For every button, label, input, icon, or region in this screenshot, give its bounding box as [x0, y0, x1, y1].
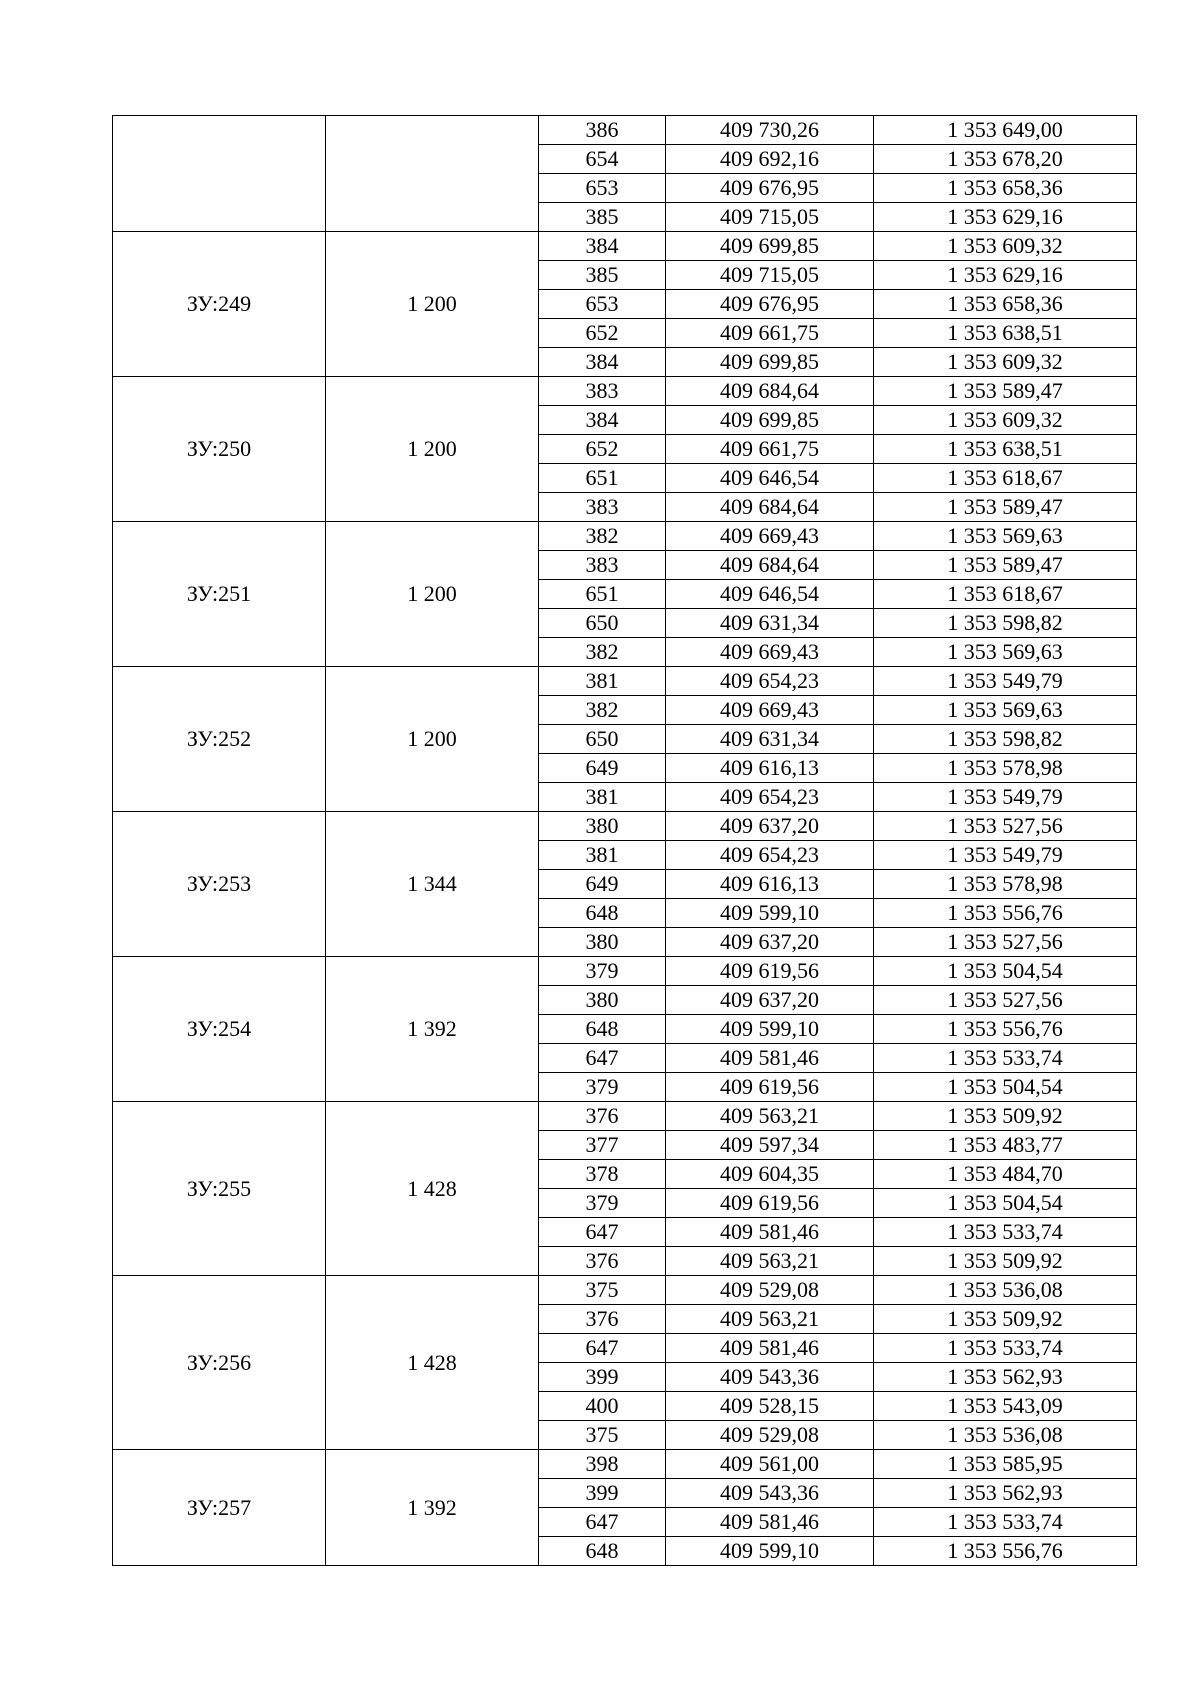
coordinate-y-cell: 1 353 609,32	[874, 232, 1137, 261]
coordinate-x-cell: 409 616,13	[666, 870, 874, 899]
coordinate-y-cell: 1 353 658,36	[874, 174, 1137, 203]
coordinate-y-cell: 1 353 556,76	[874, 1537, 1137, 1566]
coordinate-x-cell: 409 529,08	[666, 1421, 874, 1450]
coordinate-y-cell: 1 353 556,76	[874, 1015, 1137, 1044]
point-number-cell: 383	[539, 551, 666, 580]
coordinate-y-cell: 1 353 578,98	[874, 870, 1137, 899]
coordinate-y-cell: 1 353 527,56	[874, 928, 1137, 957]
coordinate-y-cell: 1 353 556,76	[874, 899, 1137, 928]
point-number-cell: 376	[539, 1305, 666, 1334]
coordinate-x-cell: 409 637,20	[666, 812, 874, 841]
point-number-cell: 379	[539, 1189, 666, 1218]
coordinate-y-cell: 1 353 536,08	[874, 1421, 1137, 1450]
coordinate-y-cell: 1 353 533,74	[874, 1508, 1137, 1537]
coordinate-y-cell: 1 353 569,63	[874, 696, 1137, 725]
coordinate-x-cell: 409 730,26	[666, 116, 874, 145]
point-number-cell: 648	[539, 899, 666, 928]
plot-id-cell: ЗУ:255	[113, 1102, 326, 1276]
point-number-cell: 381	[539, 783, 666, 812]
coordinate-x-cell: 409 561,00	[666, 1450, 874, 1479]
coordinate-x-cell: 409 581,46	[666, 1044, 874, 1073]
point-number-cell: 375	[539, 1421, 666, 1450]
point-number-cell: 379	[539, 957, 666, 986]
coordinate-x-cell: 409 699,85	[666, 406, 874, 435]
coordinate-y-cell: 1 353 483,77	[874, 1131, 1137, 1160]
point-number-cell: 384	[539, 232, 666, 261]
plot-area-cell: 1 200	[326, 667, 539, 812]
table-row	[113, 116, 1137, 145]
coordinates-table	[112, 115, 1137, 1566]
table-row	[113, 957, 1137, 986]
table-row	[113, 377, 1137, 406]
point-number-cell: 651	[539, 580, 666, 609]
coordinate-y-cell: 1 353 533,74	[874, 1218, 1137, 1247]
plot-id-cell: ЗУ:256	[113, 1276, 326, 1450]
coordinate-y-cell: 1 353 527,56	[874, 986, 1137, 1015]
plot-id-cell: ЗУ:254	[113, 957, 326, 1102]
coordinate-y-cell: 1 353 658,36	[874, 290, 1137, 319]
point-number-cell: 652	[539, 319, 666, 348]
table-row	[113, 812, 1137, 841]
coordinate-x-cell: 409 715,05	[666, 261, 874, 290]
coordinate-y-cell: 1 353 549,79	[874, 667, 1137, 696]
coordinate-y-cell: 1 353 598,82	[874, 609, 1137, 638]
coordinate-x-cell: 409 581,46	[666, 1508, 874, 1537]
point-number-cell: 379	[539, 1073, 666, 1102]
table-row	[113, 1102, 1137, 1131]
table-row	[113, 667, 1137, 696]
coordinate-x-cell: 409 528,15	[666, 1392, 874, 1421]
coordinate-x-cell: 409 563,21	[666, 1247, 874, 1276]
coordinate-y-cell: 1 353 536,08	[874, 1276, 1137, 1305]
coordinate-y-cell: 1 353 533,74	[874, 1044, 1137, 1073]
coordinate-y-cell: 1 353 562,93	[874, 1363, 1137, 1392]
point-number-cell: 399	[539, 1363, 666, 1392]
coordinate-y-cell: 1 353 589,47	[874, 551, 1137, 580]
coordinate-x-cell: 409 543,36	[666, 1479, 874, 1508]
coordinate-y-cell: 1 353 638,51	[874, 435, 1137, 464]
point-number-cell: 375	[539, 1276, 666, 1305]
coordinate-x-cell: 409 581,46	[666, 1218, 874, 1247]
point-number-cell: 382	[539, 696, 666, 725]
coordinate-y-cell: 1 353 509,92	[874, 1305, 1137, 1334]
point-number-cell: 384	[539, 348, 666, 377]
point-number-cell: 647	[539, 1218, 666, 1247]
coordinate-y-cell: 1 353 638,51	[874, 319, 1137, 348]
coordinate-y-cell: 1 353 609,32	[874, 406, 1137, 435]
plot-id-cell: ЗУ:250	[113, 377, 326, 522]
coordinate-x-cell: 409 619,56	[666, 1189, 874, 1218]
coordinate-x-cell: 409 669,43	[666, 522, 874, 551]
coordinate-x-cell: 409 599,10	[666, 1015, 874, 1044]
coordinate-y-cell: 1 353 629,16	[874, 261, 1137, 290]
coordinate-y-cell: 1 353 618,67	[874, 464, 1137, 493]
point-number-cell: 649	[539, 754, 666, 783]
point-number-cell: 650	[539, 609, 666, 638]
plot-area-cell: 1 428	[326, 1276, 539, 1450]
coordinate-y-cell: 1 353 589,47	[874, 377, 1137, 406]
coordinate-x-cell: 409 654,23	[666, 841, 874, 870]
plot-id-cell	[113, 116, 326, 232]
coordinate-x-cell: 409 631,34	[666, 725, 874, 754]
point-number-cell: 648	[539, 1537, 666, 1566]
coordinate-y-cell: 1 353 509,92	[874, 1247, 1137, 1276]
coordinate-y-cell: 1 353 484,70	[874, 1160, 1137, 1189]
plot-area-cell: 1 200	[326, 377, 539, 522]
coordinate-x-cell: 409 581,46	[666, 1334, 874, 1363]
point-number-cell: 385	[539, 261, 666, 290]
plot-area-cell: 1 392	[326, 1450, 539, 1566]
coordinate-x-cell: 409 684,64	[666, 551, 874, 580]
point-number-cell: 383	[539, 377, 666, 406]
coordinate-y-cell: 1 353 533,74	[874, 1334, 1137, 1363]
coordinate-x-cell: 409 604,35	[666, 1160, 874, 1189]
coordinate-y-cell: 1 353 618,67	[874, 580, 1137, 609]
coordinate-x-cell: 409 676,95	[666, 174, 874, 203]
coordinate-y-cell: 1 353 629,16	[874, 203, 1137, 232]
table-row	[113, 232, 1137, 261]
coordinate-x-cell: 409 715,05	[666, 203, 874, 232]
coordinate-x-cell: 409 654,23	[666, 783, 874, 812]
coordinate-y-cell: 1 353 504,54	[874, 1189, 1137, 1218]
coordinate-x-cell: 409 563,21	[666, 1102, 874, 1131]
coordinate-x-cell: 409 597,34	[666, 1131, 874, 1160]
coordinate-x-cell: 409 543,36	[666, 1363, 874, 1392]
plot-area-cell: 1 344	[326, 812, 539, 957]
table-row	[113, 1450, 1137, 1479]
point-number-cell: 398	[539, 1450, 666, 1479]
point-number-cell: 386	[539, 116, 666, 145]
coordinate-x-cell: 409 637,20	[666, 986, 874, 1015]
point-number-cell: 399	[539, 1479, 666, 1508]
point-number-cell: 650	[539, 725, 666, 754]
coordinate-y-cell: 1 353 504,54	[874, 1073, 1137, 1102]
point-number-cell: 380	[539, 986, 666, 1015]
point-number-cell: 648	[539, 1015, 666, 1044]
plot-id-cell: ЗУ:249	[113, 232, 326, 377]
point-number-cell: 376	[539, 1247, 666, 1276]
plot-id-cell: ЗУ:252	[113, 667, 326, 812]
table-row	[113, 1276, 1137, 1305]
point-number-cell: 384	[539, 406, 666, 435]
coordinate-x-cell: 409 563,21	[666, 1305, 874, 1334]
coordinate-x-cell: 409 619,56	[666, 957, 874, 986]
point-number-cell: 382	[539, 522, 666, 551]
coordinate-x-cell: 409 637,20	[666, 928, 874, 957]
coordinate-y-cell: 1 353 543,09	[874, 1392, 1137, 1421]
coordinate-x-cell: 409 684,64	[666, 493, 874, 522]
coordinate-x-cell: 409 616,13	[666, 754, 874, 783]
plot-id-cell: ЗУ:251	[113, 522, 326, 667]
plot-area-cell: 1 392	[326, 957, 539, 1102]
point-number-cell: 653	[539, 290, 666, 319]
plot-id-cell: ЗУ:257	[113, 1450, 326, 1566]
coordinate-y-cell: 1 353 569,63	[874, 638, 1137, 667]
coordinate-y-cell: 1 353 509,92	[874, 1102, 1137, 1131]
point-number-cell: 377	[539, 1131, 666, 1160]
coordinate-x-cell: 409 646,54	[666, 464, 874, 493]
point-number-cell: 651	[539, 464, 666, 493]
coordinate-y-cell: 1 353 589,47	[874, 493, 1137, 522]
coordinate-y-cell: 1 353 585,95	[874, 1450, 1137, 1479]
point-number-cell: 380	[539, 928, 666, 957]
table-row	[113, 522, 1137, 551]
coordinate-x-cell: 409 699,85	[666, 348, 874, 377]
coordinate-x-cell: 409 699,85	[666, 232, 874, 261]
point-number-cell: 383	[539, 493, 666, 522]
coordinate-x-cell: 409 599,10	[666, 899, 874, 928]
coordinate-x-cell: 409 599,10	[666, 1537, 874, 1566]
coordinate-y-cell: 1 353 649,00	[874, 116, 1137, 145]
point-number-cell: 381	[539, 667, 666, 696]
coordinate-y-cell: 1 353 562,93	[874, 1479, 1137, 1508]
point-number-cell: 647	[539, 1508, 666, 1537]
coordinate-x-cell: 409 684,64	[666, 377, 874, 406]
coordinate-y-cell: 1 353 578,98	[874, 754, 1137, 783]
document-page	[112, 115, 1136, 1566]
coordinate-y-cell: 1 353 504,54	[874, 957, 1137, 986]
point-number-cell: 380	[539, 812, 666, 841]
point-number-cell: 378	[539, 1160, 666, 1189]
point-number-cell: 654	[539, 145, 666, 174]
coordinate-x-cell: 409 692,16	[666, 145, 874, 174]
point-number-cell: 376	[539, 1102, 666, 1131]
coordinate-y-cell: 1 353 549,79	[874, 841, 1137, 870]
point-number-cell: 382	[539, 638, 666, 667]
coordinate-x-cell: 409 661,75	[666, 319, 874, 348]
coordinate-y-cell: 1 353 598,82	[874, 725, 1137, 754]
coordinate-x-cell: 409 619,56	[666, 1073, 874, 1102]
point-number-cell: 647	[539, 1044, 666, 1073]
coordinate-x-cell: 409 654,23	[666, 667, 874, 696]
point-number-cell: 385	[539, 203, 666, 232]
point-number-cell: 647	[539, 1334, 666, 1363]
coordinate-x-cell: 409 631,34	[666, 609, 874, 638]
plot-area-cell: 1 200	[326, 232, 539, 377]
plot-id-cell: ЗУ:253	[113, 812, 326, 957]
coordinate-y-cell: 1 353 678,20	[874, 145, 1137, 174]
coordinates-table-body	[113, 116, 1137, 1566]
coordinate-y-cell: 1 353 569,63	[874, 522, 1137, 551]
point-number-cell: 653	[539, 174, 666, 203]
coordinate-x-cell: 409 529,08	[666, 1276, 874, 1305]
coordinate-y-cell: 1 353 549,79	[874, 783, 1137, 812]
coordinate-y-cell: 1 353 527,56	[874, 812, 1137, 841]
plot-area-cell: 1 428	[326, 1102, 539, 1276]
point-number-cell: 649	[539, 870, 666, 899]
plot-area-cell: 1 200	[326, 522, 539, 667]
coordinate-x-cell: 409 669,43	[666, 638, 874, 667]
coordinate-y-cell: 1 353 609,32	[874, 348, 1137, 377]
point-number-cell: 400	[539, 1392, 666, 1421]
coordinate-x-cell: 409 661,75	[666, 435, 874, 464]
plot-area-cell	[326, 116, 539, 232]
point-number-cell: 652	[539, 435, 666, 464]
coordinate-x-cell: 409 676,95	[666, 290, 874, 319]
coordinate-x-cell: 409 646,54	[666, 580, 874, 609]
coordinate-x-cell: 409 669,43	[666, 696, 874, 725]
point-number-cell: 381	[539, 841, 666, 870]
